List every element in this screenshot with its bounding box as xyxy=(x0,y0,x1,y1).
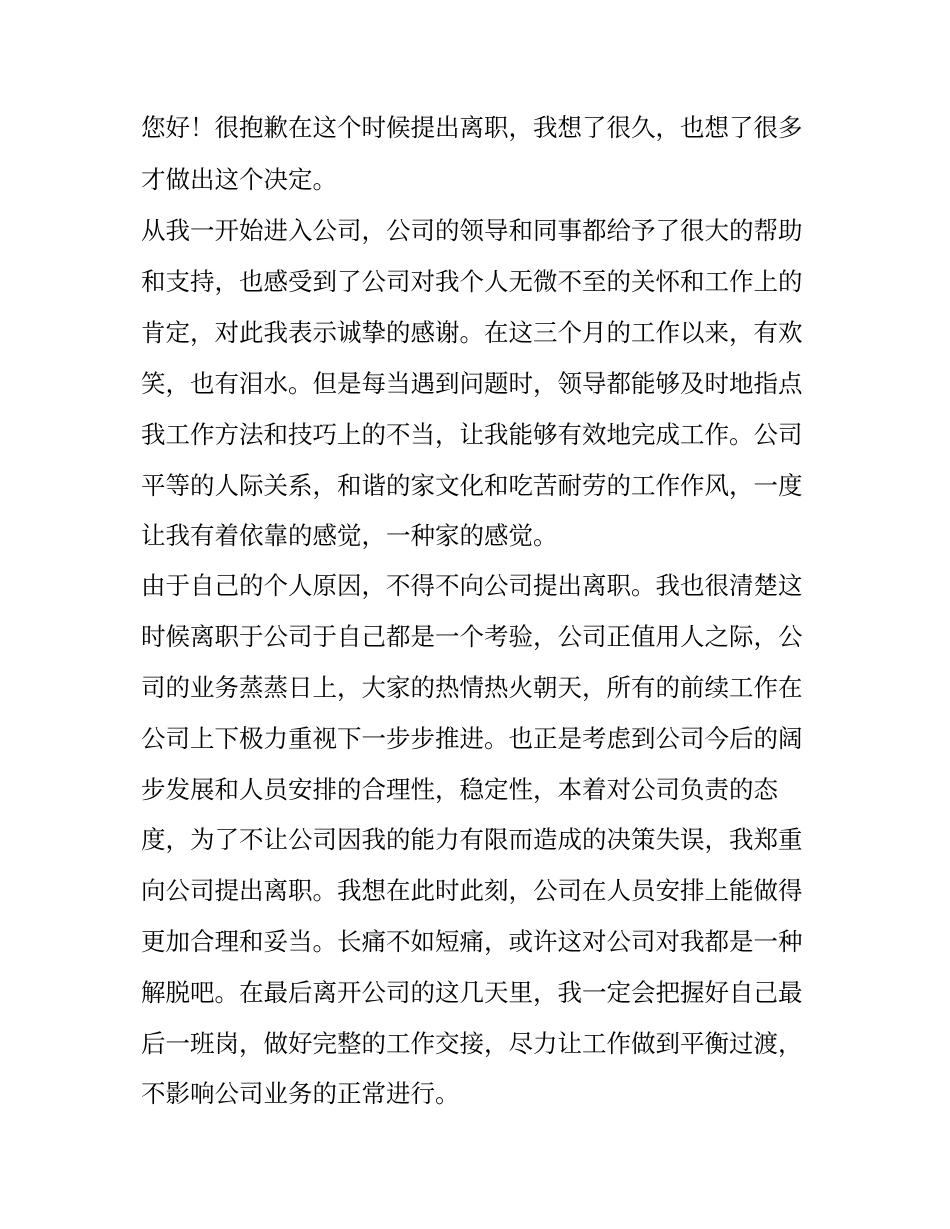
text-line: 后一班岗，做好完整的工作交接，尽力让工作做到平衡过渡， xyxy=(141,1029,803,1058)
text-line: 时候离职于公司于自己都是一个考验，公司正值用人之际，公 xyxy=(141,622,803,651)
text-line: 司的业务蒸蒸日上，大家的热情热火朝天，所有的前续工作在 xyxy=(141,673,803,702)
text-line: 由于自己的个人原因，不得不向公司提出离职。我也很清楚这 xyxy=(141,571,803,600)
text-line: 向公司提出离职。我想在此时此刻，公司在人员安排上能做得 xyxy=(141,876,803,905)
text-line: 不影响公司业务的正常进行。 xyxy=(141,1079,460,1108)
text-line: 才做出这个决定。 xyxy=(141,165,337,194)
text-line: 度，为了不让公司因我的能力有限而造成的决策失误，我郑重 xyxy=(141,825,803,854)
text-line: 公司上下极力重视下一步步推进。也正是考虑到公司今后的阔 xyxy=(141,724,803,753)
text-line: 肯定，对此我表示诚挚的感谢。在这三个月的工作以来，有欢 xyxy=(141,318,803,347)
text-line: 我工作方法和技巧上的不当，让我能够有效地完成工作。公司 xyxy=(141,420,803,449)
text-line: 从我一开始进入公司，公司的领导和同事都给予了很大的帮助 xyxy=(141,216,803,245)
text-line: 您好！很抱歉在这个时候提出离职，我想了很久，也想了很多 xyxy=(141,113,803,142)
text-line: 解脱吧。在最后离开公司的这几天里，我一定会把握好自己最 xyxy=(141,978,803,1007)
text-line: 和支持，也感受到了公司对我个人无微不至的关怀和工作上的 xyxy=(141,267,803,296)
text-line: 更加合理和妥当。长痛不如短痛，或许这对公司对我都是一种 xyxy=(141,927,803,956)
text-line: 步发展和人员安排的合理性，稳定性，本着对公司负责的态 xyxy=(141,775,778,804)
text-line: 平等的人际关系，和谐的家文化和吃苦耐劳的工作作风，一度 xyxy=(141,471,803,500)
text-line: 笑，也有泪水。但是每当遇到问题时，领导都能够及时地指点 xyxy=(141,369,803,398)
text-line: 让我有着依靠的感觉，一种家的感觉。 xyxy=(141,521,558,550)
